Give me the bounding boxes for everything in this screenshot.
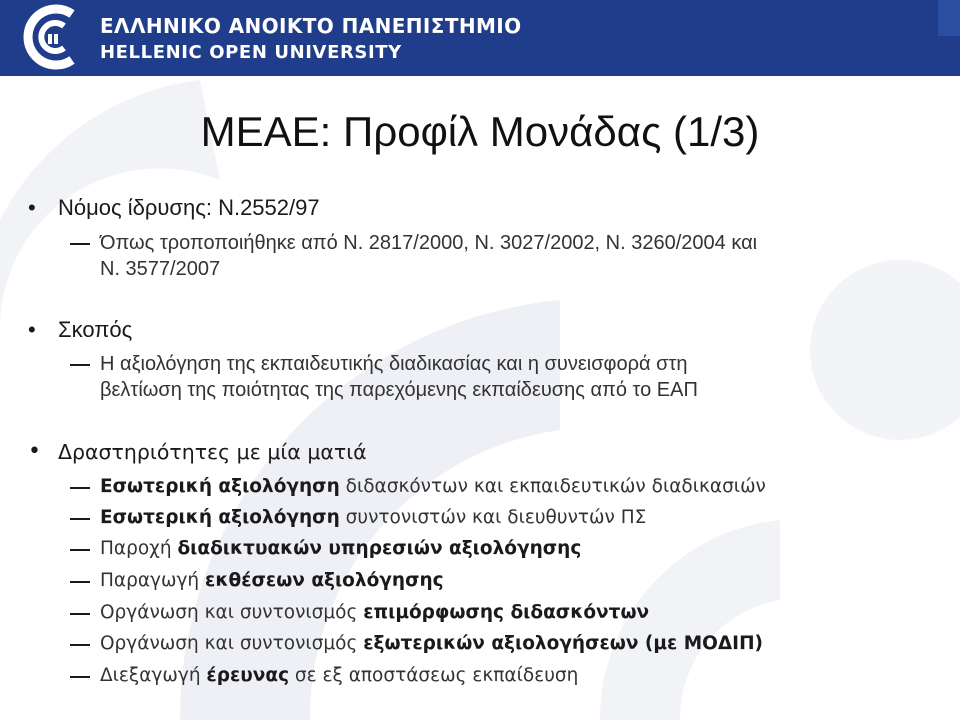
sub-bullet-text — [100, 600, 649, 626]
sub-bullet-text — [100, 663, 578, 689]
bullet-text: Σκοπός — [58, 317, 133, 342]
bold-text: επιμόρφωσης διδασκόντων — [363, 602, 650, 623]
bold-text: εξωτερικών αξιολογήσεων (με ΜΟΔΙΠ) — [363, 633, 764, 654]
sub-bullet-text: Η αξιολόγηση της εκπαιδευτικής διαδικασίας και η συνεισφορά στη — [100, 353, 688, 375]
dash-marker — [70, 581, 90, 583]
plain-text: Οργάνωση και συντονισμός — [100, 633, 364, 654]
university-name-english: HELLENIC OPEN UNIVERSITY — [100, 42, 402, 63]
plain-text: Παροχή — [100, 538, 178, 559]
bullet-text: Νόμος ίδρυσης: Ν.2552/97 — [58, 195, 320, 220]
sub-bullet-text — [100, 631, 763, 657]
slide-title: ΜΕΑΕ: Προφίλ Μονάδας (1/3) — [200, 108, 760, 155]
sub-bullet-text — [100, 474, 766, 500]
sub-bullet-text: Όπως τροποποιήθηκε από Ν. 2817/2000, Ν. 3027/2002, Ν. 3260/2004 και — [100, 232, 758, 254]
dash-marker — [70, 243, 90, 245]
bullet-marker: • — [28, 317, 36, 342]
sub-bullet-text-continued: Ν. 3577/2007 — [100, 258, 221, 280]
dash-marker — [70, 644, 90, 646]
dash-marker — [70, 549, 90, 551]
plain-text: Οργάνωση και συντονισμός — [100, 602, 364, 623]
plain-text: συντονιστών και διευθυντών ΠΣ — [339, 507, 647, 528]
plain-text: Διεξαγωγή — [100, 665, 207, 686]
dash-marker — [70, 518, 90, 520]
dash-marker — [70, 487, 90, 489]
sub-bullet-text-continued: βελτίωση της ποιότητας της παρεχόμενης εκπαίδευσης από το ΕΑΠ — [100, 379, 698, 401]
sub-bullet-text — [100, 536, 581, 562]
sub-bullet-text — [100, 505, 646, 531]
dash-marker — [70, 613, 90, 615]
sub-bullet-text — [100, 568, 444, 594]
bullet-text: Δραστηριότητες με μία ματιά — [58, 440, 367, 464]
bold-text: Εσωτερική αξιολόγηση — [100, 476, 340, 497]
dash-marker — [70, 676, 90, 678]
plain-text: σε εξ αποστάσεως εκπαίδευση — [289, 665, 579, 686]
plain-text: Παραγωγή — [100, 570, 206, 591]
plain-text: διδασκόντων και εκπαιδευτικών διαδικασιών — [339, 476, 766, 497]
university-name-greek: ΕΛΛΗΝΙΚΟ ΑΝΟΙΚΤΟ ΠΑΝΕΠΙΣΤΗΜΙΟ — [100, 14, 522, 38]
bullet-marker: • — [28, 195, 36, 220]
bold-text: διαδικτυακών υπηρεσιών αξιολόγησης — [177, 538, 582, 559]
dash-marker — [70, 364, 90, 366]
bullet-marker: • — [28, 439, 41, 464]
corner-tab — [938, 0, 960, 36]
bold-text: Εσωτερική αξιολόγηση — [100, 507, 340, 528]
bold-text: εκθέσεων αξιολόγησης — [205, 570, 444, 591]
bold-text: έρευνας — [206, 665, 290, 686]
